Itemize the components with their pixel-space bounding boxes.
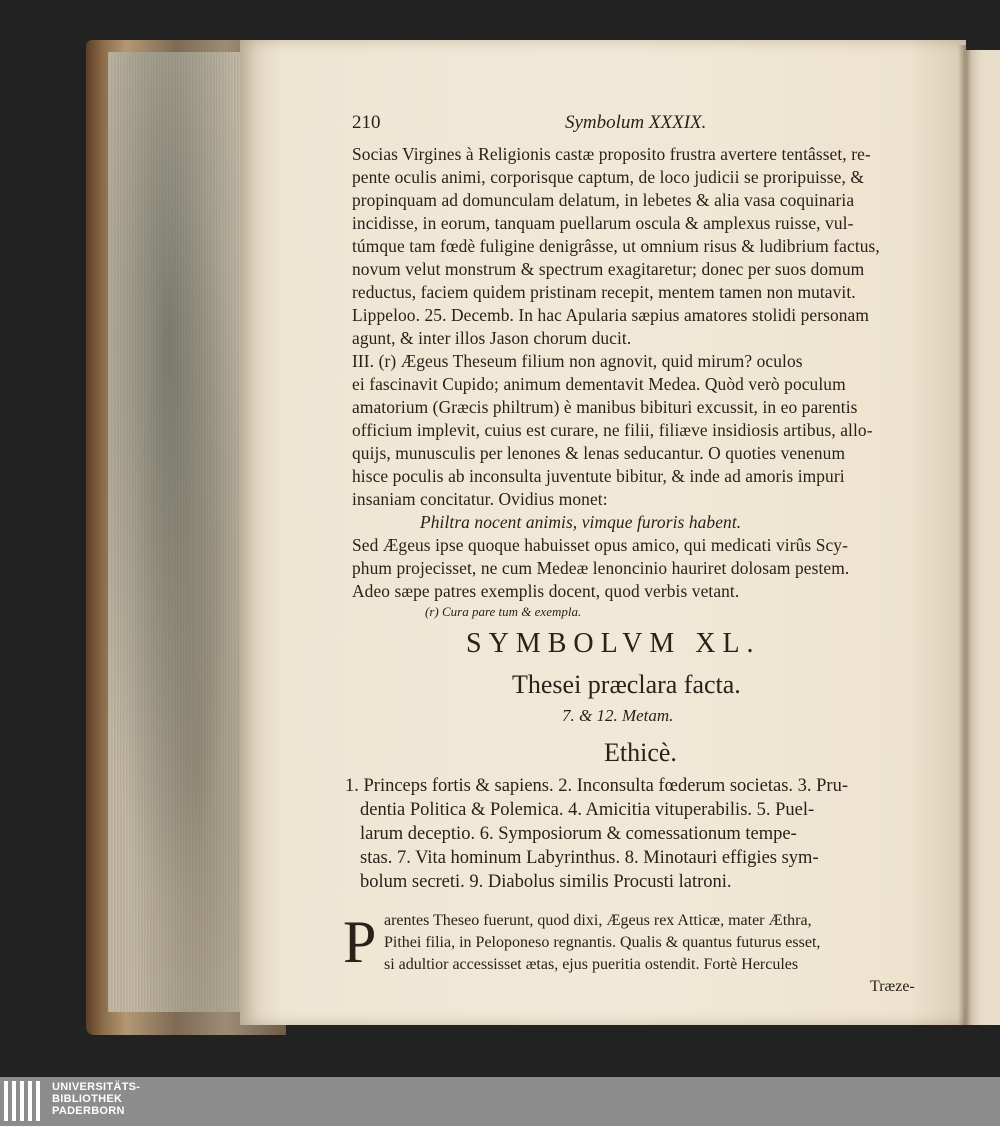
library-footer-bar xyxy=(0,1077,1000,1126)
paragraph-line: insaniam concitatur. Ovidius monet: xyxy=(352,489,608,509)
paragraph-line: túmque tam fœdè fuligine denigrâsse, ut omnium risus & ludibrium factus, xyxy=(352,236,880,256)
section-reference: 7. & 12. Metam. xyxy=(562,706,674,725)
paragraph-line: reductus, faciem quidem pristinam recepit, mentem tamen non mutavit. xyxy=(352,282,856,302)
library-logo-icon xyxy=(4,1081,48,1121)
paragraph-line: pente oculis animi, corporisque captum, de loco judicii se proripuisse, & xyxy=(352,167,864,187)
paragraph-line: propinquam ad domunculam delatum, in lebetes & alia vasa coquinaria xyxy=(352,190,855,210)
final-paragraph-line: Pithei filia, in Peloponeso regnantis. Qualis & quantus futurus esset, xyxy=(384,934,821,951)
topics-line: stas. 7. Vita hominum Labyrinthus. 8. Minotauri effigies sym- xyxy=(360,848,819,868)
footnote: (r) Cura pare tum & exempla. xyxy=(425,604,582,619)
closing-line: Sed Ægeus ipse quoque habuisset opus amico, qui medicati virûs Scy- xyxy=(352,535,848,555)
library-logo-text[interactable] xyxy=(52,1081,140,1117)
logo-line-3: PADERBORN xyxy=(52,1105,125,1117)
final-paragraph-line: arentes Theseo fuerunt, quod dixi, Ægeus rex Atticæ, mater Æthra, xyxy=(384,912,812,929)
paragraph-line: novum velut monstrum & spectrum exagitaretur; donec per suos domum xyxy=(352,259,865,279)
paragraph-line: incidisse, in eorum, tanquam puellarum oscula & amplexus ruisse, vul- xyxy=(352,213,854,233)
closing-line: phum projecisset, ne cum Medeæ lenoncinio hauriret dolosam pestem. xyxy=(352,558,850,578)
verse-quote: Philtra nocent animis, vimque furoris habent. xyxy=(420,512,742,532)
closing-line: Adeo sæpe patres exemplis docent, quod verbis vetant. xyxy=(352,581,740,601)
paragraph-line: Lippeloo. 25. Decemb. In hac Apularia sæpius amatores stolidi personam xyxy=(352,305,870,325)
gutter-shadow xyxy=(958,45,972,1025)
paragraph-line: Socias Virgines à Religionis castæ proposito frustra avertere tentâsset, re- xyxy=(352,144,871,164)
running-title: Symbolum XXXIX. xyxy=(565,112,707,133)
topics-line: bolum secreti. 9. Diabolus similis Procusti latroni. xyxy=(360,872,732,892)
section-subtitle: Thesei præclara facta. xyxy=(512,670,741,699)
drop-cap: P xyxy=(343,909,377,975)
paragraph-line: amatorium (Græcis philtrum) è manibus bibituri excussit, in eo parentis xyxy=(352,397,858,417)
paragraph-line: III. (r) Ægeus Theseum filium non agnovit, quid mirum? oculos xyxy=(352,351,803,371)
paragraph-line: agunt, & inter illos Jason chorum ducit. xyxy=(352,328,632,348)
topics-line: dentia Politica & Polemica. 4. Amicitia vituperabilis. 5. Puel- xyxy=(360,800,815,820)
topics-line: 1. Princeps fortis & sapiens. 2. Inconsulta fœderum societas. 3. Pru- xyxy=(345,776,849,796)
page-block-edge xyxy=(108,52,258,1012)
topics-line: larum deceptio. 6. Symposiorum & comessationum tempe- xyxy=(360,824,797,844)
page-number: 210 xyxy=(352,112,381,133)
paragraph-line: quijs, munusculis per lenones & lenas seducantur. O quoties venenum xyxy=(352,443,846,463)
logo-line-2: BIBLIOTHEK xyxy=(52,1093,123,1105)
section-heading: Ethicè. xyxy=(604,738,677,767)
catchword: Træze- xyxy=(870,978,915,995)
logo-line-1: UNIVERSITÄTS- xyxy=(52,1081,141,1093)
paragraph-line: ei fascinavit Cupido; animum dementavit Medea. Quòd verò poculum xyxy=(352,374,846,394)
paragraph-line: hisce poculis ab inconsulta juventute bibitur, & inde ad amoris impuri xyxy=(352,466,845,486)
section-title: SYMBOLVM XL. xyxy=(466,628,761,659)
final-paragraph-line: si adultior accessisset ætas, ejus pueritia ostendit. Fortè Hercules xyxy=(384,956,799,973)
paragraph-line: officium implevit, cuius est curare, ne filii, filiæve insidiosis artibus, allo- xyxy=(352,420,873,440)
